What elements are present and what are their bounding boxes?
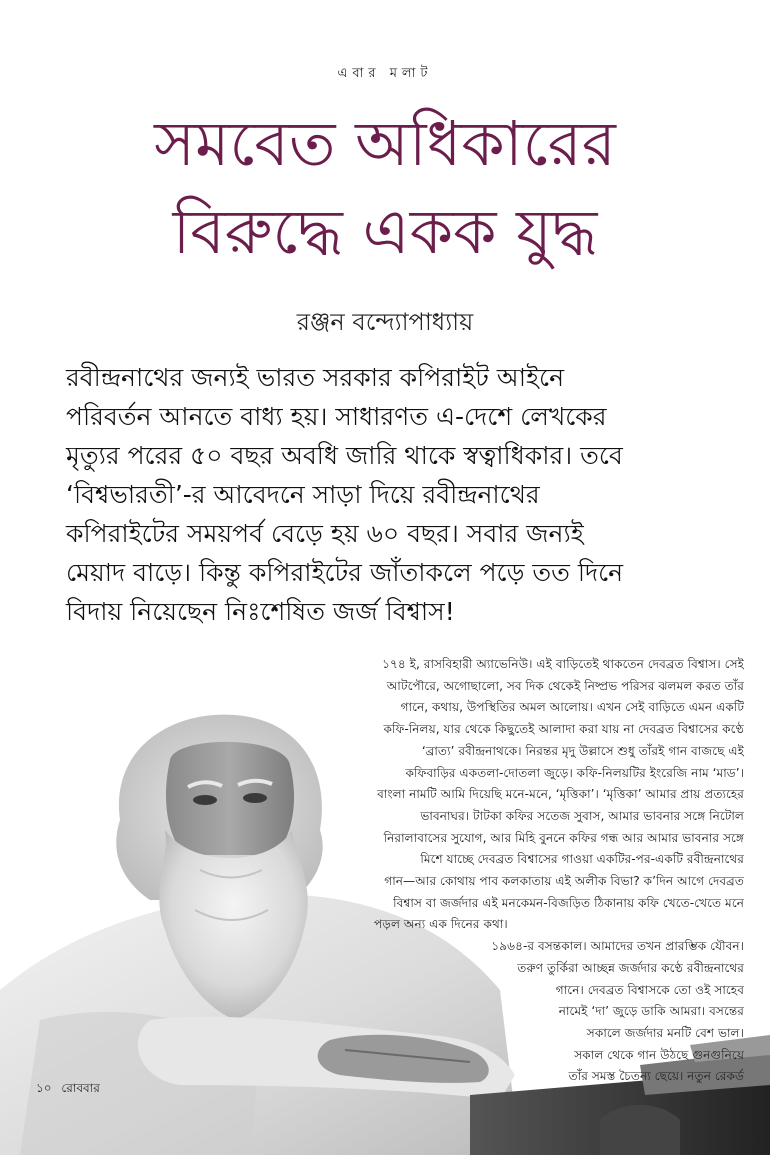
standfirst-line: পরিবর্তন আনতে বাধ্য হয়। সাধারণত এ-দেশে লেখকের	[66, 402, 607, 431]
article-line: বাংলা নামটি আমি দিয়েছি মনে-মনে, ‘মৃত্তিকা’। ‘মৃত্তিকা’ আমার প্রায় প্রত্যহের	[377, 787, 744, 802]
page-number: ১০	[36, 1081, 52, 1095]
article-line: কফিবাড়ির একতলা-দোতলা জুড়ে। কফি-নিলয়টির ইংরেজি নাম ‘মাড’।	[405, 765, 744, 780]
article-line: সকাল থেকে গান উঠছে গুনগুনিয়ে	[574, 1047, 744, 1062]
standfirst-line: রবীন্দ্রনাথের জন্যই ভারত সরকার কপিরাইট আইনে	[66, 363, 564, 392]
article-line: তাঁর সমস্ত চৈতন্য ছেয়ে। নতুন রেকর্ড	[568, 1069, 744, 1084]
page-folio	[36, 1080, 106, 1100]
article-line: তরুণ তুর্কিরা আচ্ছন্ন জর্জদার কণ্ঠে রবীন্দ্রনাথের	[517, 960, 744, 975]
headline-line-2: বিরুদ্ধে একক যুদ্ধ	[172, 195, 598, 268]
article-line: গানে, কথায়, উপস্থিতির অমল আলোয়। এখন সেই বাড়িতে এমন একটি	[400, 700, 744, 715]
standfirst-line: কপিরাইটের সময়পর্ব বেড়ে হয় ৬০ বছর। সবার জন্যই	[66, 519, 584, 548]
article-line: কফি-নিলয়, যার থেকে কিছুতেই আলাদা করা যায় না দেবব্রত বিশ্বাসের কণ্ঠে	[383, 722, 744, 737]
headline-line-1: সমবেত অধিকারের	[154, 107, 616, 180]
standfirst-line: বিদায় নিয়েছেন নিঃশেষিত জর্জ বিশ্বাস!	[66, 597, 455, 626]
article-line: সকালে জর্জদার মনটি বেশ ভাল।	[586, 1025, 744, 1040]
publication-section: রোববার	[61, 1081, 100, 1095]
article-line: নিরালাবাসের সুযোগ, আর মিহি বুননে কফির গন্ধ আর আমার ভাবনার সঙ্গে	[383, 830, 744, 845]
standfirst-line: মৃত্যুর পরের ৫০ বছর অবধি জারি থাকে স্বত্বাধিকার। তবে	[66, 441, 623, 470]
standfirst	[66, 358, 736, 631]
article-body	[334, 654, 744, 1088]
article-line: মিশে যাচ্ছে দেবব্রত বিশ্বাসের গাওয়া একটির-পর-একটি রবীন্দ্রনাথের	[420, 852, 744, 867]
article-line: ভাবনাঘর। টাটকা কফির সতেজ সুবাস, আমার ভাবনার সঙ্গে নিটোল	[420, 808, 744, 823]
article-line: ‘ব্রাত্য’ রবীন্দ্রনাথকে। নিরন্তর মৃদু উল্লাসে শুধু তাঁরই গান বাজছে এই	[421, 743, 744, 758]
article-line: নামেই ‘দা’ জুড়ে ডাকি আমরা। বসন্তের	[558, 1004, 744, 1019]
section-kicker: এবার মলাট	[337, 66, 433, 81]
article-line: ১৯৬৪-র বসন্তকাল। আমাদের তখন প্রারম্ভিক যৌবন।	[491, 939, 744, 954]
standfirst-line: মেয়াদ বাড়ে। কিন্তু কপিরাইটের জাঁতাকলে পড়ে তত দিনে	[66, 558, 624, 587]
article-line: বিশ্বাস বা জর্জদার এই মনকেমন-বিজড়িত ঠিকানায় কফি খেতে-খেতে মনে	[393, 895, 744, 910]
article-line: আটপৌরে, অগোছালো, সব দিক থেকেই নিষ্প্রভ পরিসর ঝলমল করত তাঁর	[386, 678, 744, 693]
author-byline: রঞ্জন বন্দ্যোপাধ্যায়	[296, 308, 474, 336]
article-line: পড়ল অন্য এক দিনের কথা।	[374, 917, 508, 932]
headline	[40, 100, 730, 276]
article-line: গানে। দেবব্রত বিশ্বাসকে তো ওই সাহেব	[555, 982, 744, 997]
article-line: ১৭৪ ই, রাসবিহারী অ্যাভেনিউ। এই বাড়িতেই থাকতেন দেবব্রত বিশ্বাস। সেই	[382, 657, 744, 671]
article-line: গান—আর কোথায় পাব কলকাতায় এই অলীক বিভা? ক’দিন আগে দেবব্রত	[384, 874, 744, 889]
standfirst-line: ‘বিশ্বভারতী’-র আবেদনে সাড়া দিয়ে রবীন্দ্রনাথের	[66, 480, 540, 509]
